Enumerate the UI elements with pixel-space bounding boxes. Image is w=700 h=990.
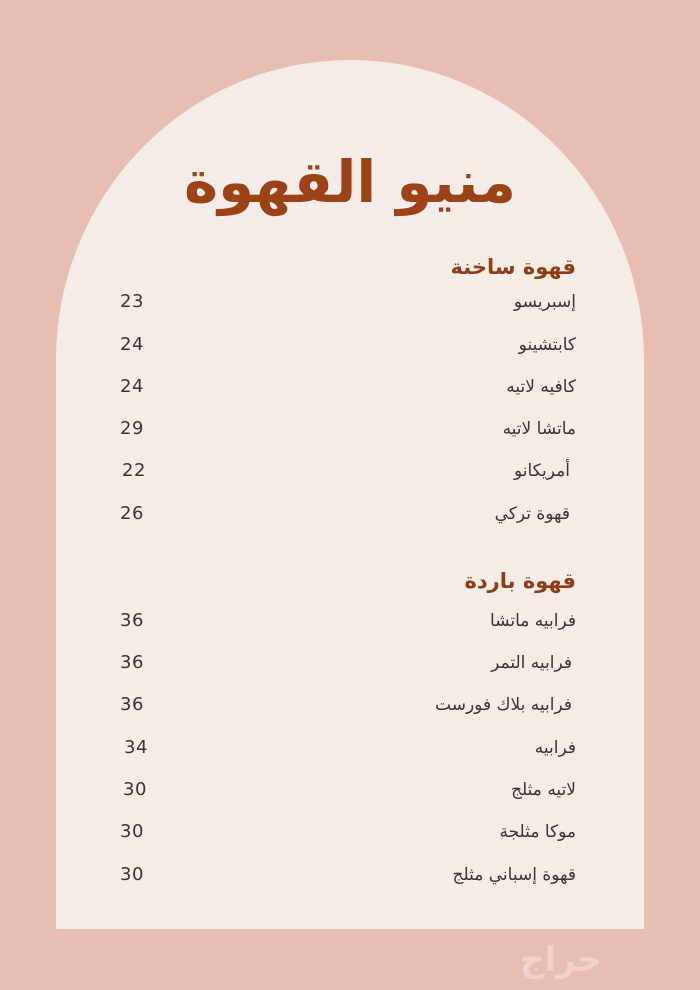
menu-item-name: فرابيه بلاك فورست: [435, 695, 572, 715]
menu-item-price: 24: [120, 376, 144, 397]
menu-item-row: [110, 817, 576, 847]
menu-item-name: ماتشا لاتيه: [502, 419, 576, 439]
menu-item-name: فرابيه ماتشا: [490, 611, 576, 631]
menu-item-price: 36: [120, 694, 144, 715]
menu-item-row: [110, 456, 576, 486]
menu-item-name: فرابيه: [534, 738, 576, 758]
menu-item-price: 30: [120, 864, 144, 885]
menu-item-price: 24: [120, 334, 144, 355]
menu-item-row: [110, 606, 576, 636]
menu-item-name: قهوة إسباني مثلج: [452, 865, 576, 885]
menu-item-price: 22: [122, 460, 146, 481]
menu-item-row: [110, 775, 576, 805]
menu-item-row: [110, 414, 576, 444]
menu-item-price: 34: [124, 737, 148, 758]
menu-item-name: كابتشينو: [518, 335, 576, 355]
menu-item-price: 30: [120, 821, 144, 842]
menu-item-name: فرابيه التمر: [491, 653, 572, 673]
menu-item-name: كافيه لاتيه: [506, 377, 576, 397]
menu-item-row: [110, 330, 576, 360]
menu-item-price: 36: [120, 652, 144, 673]
menu-item-name: إسبريسو: [513, 292, 576, 312]
menu-item-price: 36: [120, 610, 144, 631]
menu-item-name: أمريكانو: [513, 461, 570, 481]
menu-item-name: لاتيه مثلج: [511, 780, 576, 800]
section-title-cold-coffee: قهوة باردة: [464, 569, 576, 593]
menu-item-row: [110, 499, 576, 529]
section-title-hot-coffee: قهوة ساخنة: [450, 255, 576, 279]
watermark-logo: حراج: [520, 940, 602, 980]
menu-item-price: 30: [123, 779, 147, 800]
menu-item-row: [110, 860, 576, 890]
menu-item-row: [110, 648, 576, 678]
menu-item-row: [110, 733, 576, 763]
menu-item-name: موكا مثلجة: [499, 822, 576, 842]
menu-title: منيو القهوة: [183, 148, 517, 216]
menu-item-price: 23: [120, 291, 144, 312]
menu-item-name: قهوة تركي: [494, 504, 570, 524]
menu-item-row: [110, 690, 576, 720]
menu-item-row: [110, 287, 576, 317]
menu-item-row: [110, 372, 576, 402]
menu-item-price: 26: [120, 503, 144, 524]
menu-item-price: 29: [120, 418, 144, 439]
